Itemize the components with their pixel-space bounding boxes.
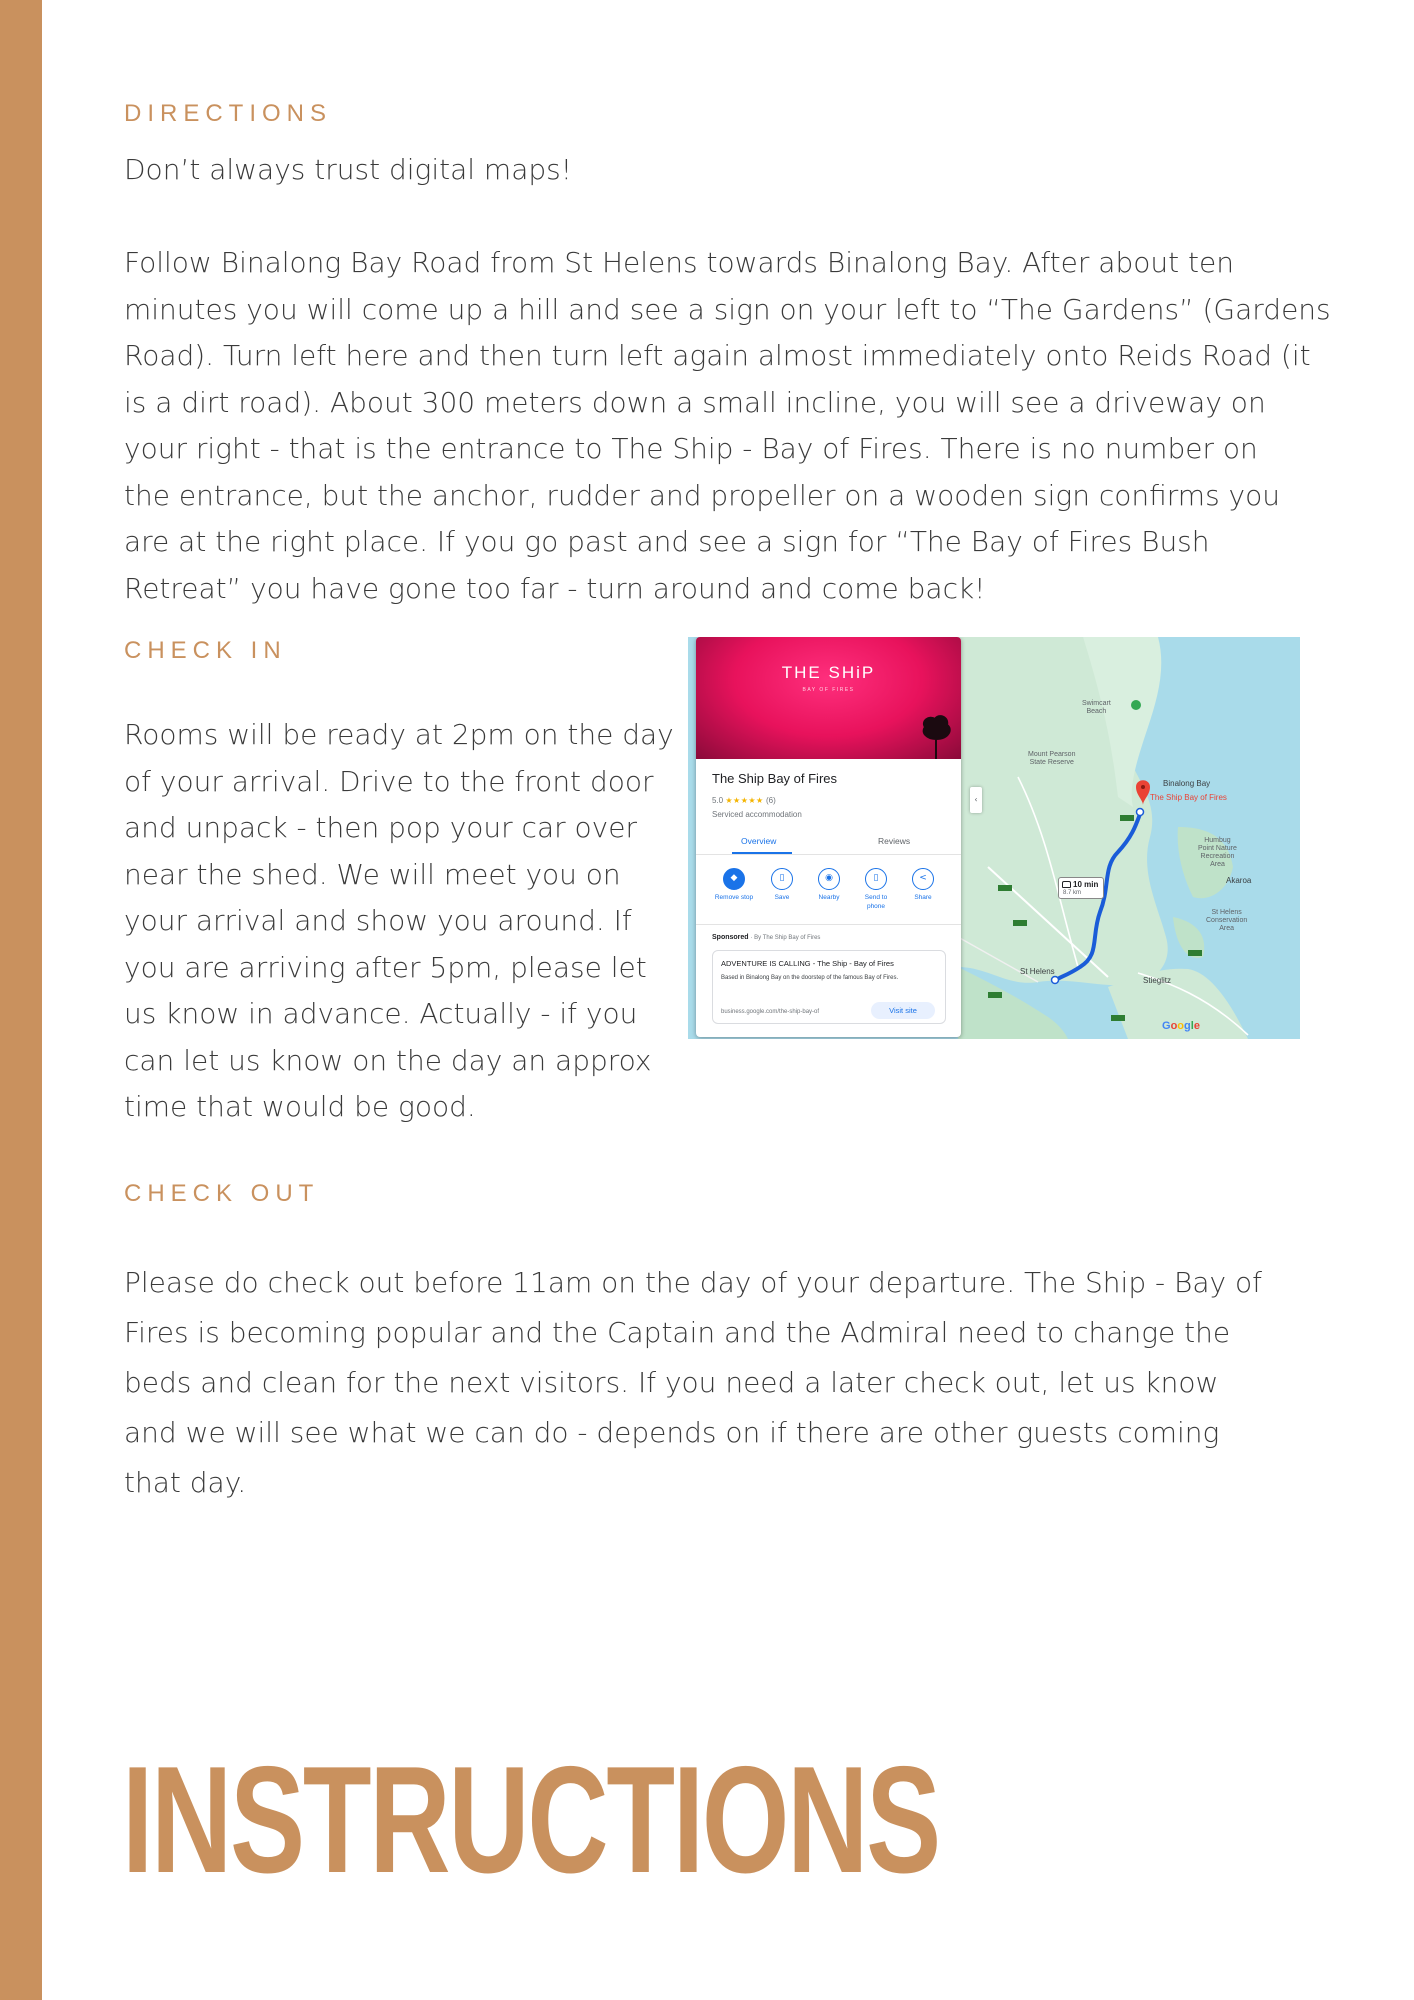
tree-silhouette-icon — [919, 713, 953, 759]
check-in-heading: CHECK IN — [124, 637, 287, 664]
map-label-humbug-point: Humbug Point Nature Recreation Area — [1198, 837, 1237, 868]
rating-stars-icon: ★★★★★ — [725, 796, 764, 805]
save-button[interactable]: ▯ Save — [758, 868, 806, 902]
map-label-stieglitz: Stieglitz — [1143, 976, 1172, 985]
check-out-text: Please do check out before 11am on the day of your departure. The Ship - Bay of Fires is becoming popular and the Captain and the Admiral need to change the beds and clean for the next visitors. If you need a later check out, let us know and we will see what we can do - depends on if there are other guests coming that day. — [124, 1266, 1262, 1499]
tab-overview[interactable]: Overview — [741, 836, 777, 846]
side-accent-bar — [0, 0, 42, 2000]
car-icon — [1062, 881, 1071, 888]
place-name: The Ship Bay of Fires — [712, 771, 837, 786]
map-label-binalong-bay: Binalong Bay — [1163, 779, 1211, 788]
place-category: Serviced accommodation — [712, 810, 802, 819]
drive-time: 10 min — [1073, 880, 1099, 889]
card-divider — [696, 924, 961, 925]
place-card — [696, 637, 961, 1037]
brand-title: THE SHiP — [781, 663, 876, 682]
remove-stop-button[interactable]: ◆ Remove stop — [710, 868, 758, 902]
google-logo: Google — [1162, 1020, 1200, 1032]
directions-heading: DIRECTIONS — [124, 100, 333, 127]
nearby-button[interactable]: ◉ Nearby — [805, 868, 853, 902]
ad-description: Based in Binalong Bay on the doorstep of the famous Bay of Fires. — [721, 975, 899, 981]
page-title: INSTRUCTIONS — [122, 1735, 939, 1905]
send-to-phone-button[interactable]: ▯ Send to phone — [852, 868, 900, 911]
place-banner — [696, 637, 961, 759]
map-label-akaroa: Akaroa — [1226, 876, 1252, 885]
place-rating: 5.0 ★★★★★ (6) — [712, 796, 776, 805]
ad-title: ADVENTURE IS CALLING - The Ship - Bay of Fires — [721, 959, 894, 968]
map-label-st-helens: St Helens — [1020, 967, 1055, 976]
nearby-icon: ◉ — [818, 868, 840, 890]
tab-reviews[interactable]: Reviews — [878, 836, 911, 846]
directions-text: Follow Binalong Bay Road from St Helens towards Binalong Bay. After about ten minutes you will come up a hill and see a sign on your left to “The Gardens” (Gardens Road). Turn left here and then turn left again almost immediately onto Reids Road (it is a dirt road). About 300 meters down a small incline, you will see a driveway on your right - that is the entrance to The Ship - Bay of Fires. There is no number on the entrance, but the anchor, rudder and propeller on a wooden sign confirms you are at the right place. If you go past and see a sign for “The Bay of Fires Bush Retreat” you have gone too far - turn around and come back! — [124, 246, 1331, 605]
sponsored-ad[interactable] — [712, 950, 946, 1024]
sponsored-label: Sponsored · By The Ship Bay of Fires — [712, 934, 821, 941]
share-icon: < — [912, 868, 934, 890]
map-label-destination: The Ship Bay of Fires — [1150, 793, 1227, 802]
check-in-text: Rooms will be ready at 2pm on the day of your arrival. Drive to the front door and unpack - then pop your car over near the shed. We will meet you on your arrival and show you around. If you are arriving after 5pm, please let us know in advance. Actually - if you can let us know on the day an approx time that would be good. — [124, 718, 674, 1123]
map-label-mount-pearson: Mount Pearson State Reserve — [1028, 751, 1076, 766]
map-screenshot — [688, 637, 1300, 1039]
map-label-st-helens-conservation: St Helens Conservation Area — [1206, 909, 1248, 932]
drive-time-box — [1058, 877, 1104, 899]
check-out-heading: CHECK OUT — [124, 1180, 320, 1207]
brand-subtitle: BAY OF FIRES — [802, 687, 855, 693]
directions-intro: Don’t always trust digital maps! — [124, 153, 572, 186]
collapse-panel-button[interactable]: ‹ — [970, 787, 982, 813]
drive-distance: 8.7 km — [1063, 890, 1082, 896]
send-to-phone-icon: ▯ — [865, 868, 887, 890]
map-label-swimcart-beach: Swimcart Beach — [1082, 700, 1111, 715]
remove-stop-icon: ◆ — [723, 868, 745, 890]
ad-url[interactable]: business.google.com/the-ship-bay-of — [721, 1009, 820, 1015]
tab-divider — [696, 854, 961, 855]
share-button[interactable]: < Share — [899, 868, 947, 902]
save-icon: ▯ — [771, 868, 793, 890]
visit-site-button[interactable]: Visit site — [871, 1002, 935, 1019]
